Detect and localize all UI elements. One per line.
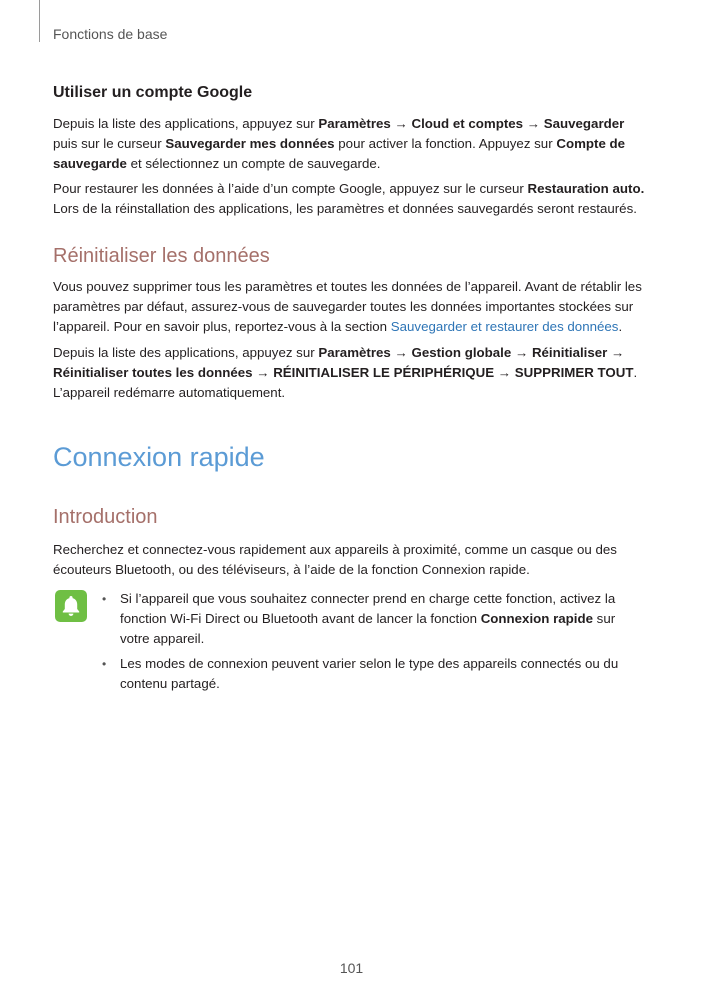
bold-text: Gestion globale bbox=[411, 345, 512, 360]
bold-text: Paramètres bbox=[318, 116, 391, 131]
arrow: → bbox=[511, 345, 532, 360]
intro-paragraph: Recherchez et connectez-vous rapidement aux appareils à proximité, comme un casque ou des écouteurs Bluetooth, ou des téléviseurs, à l’aide de la fonction Connexion rapide. bbox=[53, 542, 617, 577]
bold-text: RÉINITIALISER LE PÉRIPHÉRIQUE bbox=[273, 365, 495, 380]
reset-paragraph-2 bbox=[53, 343, 645, 403]
bold-text: Réinitialiser toutes les données bbox=[53, 365, 253, 380]
text: Vous pouvez supprimer tous les paramètres et toutes les données de l’appareil. Avant de rétablir les paramètres par défaut, assurez-vous de sauvegarder toutes les données importantes stockées sur l’appareil. Pour en savoir plus, reportez-vous à la section bbox=[53, 279, 642, 334]
arrow: → bbox=[607, 345, 625, 360]
note-bullet-1 bbox=[102, 589, 620, 649]
backup-restore-link[interactable]: Sauvegarder et restaurer des données bbox=[390, 319, 619, 334]
arrow: → bbox=[390, 116, 412, 131]
header-rule bbox=[39, 0, 40, 42]
reset-section-title: Réinitialiser les données bbox=[53, 245, 270, 267]
reset-paragraph-1 bbox=[53, 277, 645, 337]
arrow: → bbox=[390, 345, 412, 360]
arrow: → bbox=[494, 365, 515, 380]
bold-text: Paramètres bbox=[318, 345, 391, 360]
text: Depuis la liste des applications, appuyez sur bbox=[53, 345, 319, 360]
arrow: → bbox=[523, 116, 544, 131]
text: Pour restaurer les données à l’aide d’un compte Google, appuyez sur le curseur bbox=[53, 181, 528, 196]
arrow: → bbox=[252, 365, 274, 380]
google-section-title: Utiliser un compte Google bbox=[53, 84, 253, 101]
bold-text: SUPPRIMER TOUT bbox=[514, 365, 634, 380]
text: Lors de la réinstallation des applications, les paramètres et données sauvegardés seront restaurés. bbox=[53, 201, 637, 216]
bold-text: Sauvegarder mes données bbox=[165, 136, 335, 151]
bold-text: Restauration auto. bbox=[527, 181, 645, 196]
text: . bbox=[633, 365, 638, 380]
bold-text: Réinitialiser bbox=[531, 345, 608, 360]
google-paragraph-1 bbox=[53, 114, 645, 174]
text: Depuis la liste des applications, appuyez sur bbox=[53, 116, 319, 131]
text: et sélectionnez un compte de sauvegarde. bbox=[126, 156, 381, 171]
text: pour activer la fonction. Appuyez sur bbox=[334, 136, 557, 151]
note-bullet-2 bbox=[102, 654, 620, 694]
text: L’appareil redémarre automatiquement. bbox=[53, 385, 286, 400]
header-title: Fonctions de base bbox=[53, 26, 168, 42]
text: Les modes de connexion peuvent varier selon le type des appareils connectés ou du contenu partagé. bbox=[120, 656, 619, 691]
bell-icon bbox=[55, 590, 87, 622]
chapter-title: Connexion rapide bbox=[53, 442, 265, 472]
google-paragraph-2 bbox=[53, 179, 645, 219]
intro-title: Introduction bbox=[53, 506, 158, 528]
bold-text: Cloud et comptes bbox=[411, 116, 524, 131]
text: . bbox=[618, 319, 623, 334]
bold-text: Connexion rapide bbox=[480, 611, 593, 626]
text: Si l’appareil que vous souhaitez connecter prend en charge cette fonction, activez la fonction Wi-Fi Direct ou Bluetooth avant de lancer la fonction bbox=[120, 591, 616, 626]
text: sur votre appareil. bbox=[120, 611, 616, 646]
bullet-dot: • bbox=[102, 657, 107, 671]
bold-text: Sauvegarder bbox=[543, 116, 625, 131]
bold-text: Compte de sauvegarde bbox=[53, 136, 626, 171]
bullet-dot: • bbox=[102, 592, 107, 606]
page-number: 101 bbox=[339, 960, 364, 976]
bell-icon-graphic bbox=[55, 590, 87, 622]
text: puis sur le curseur bbox=[53, 136, 166, 151]
